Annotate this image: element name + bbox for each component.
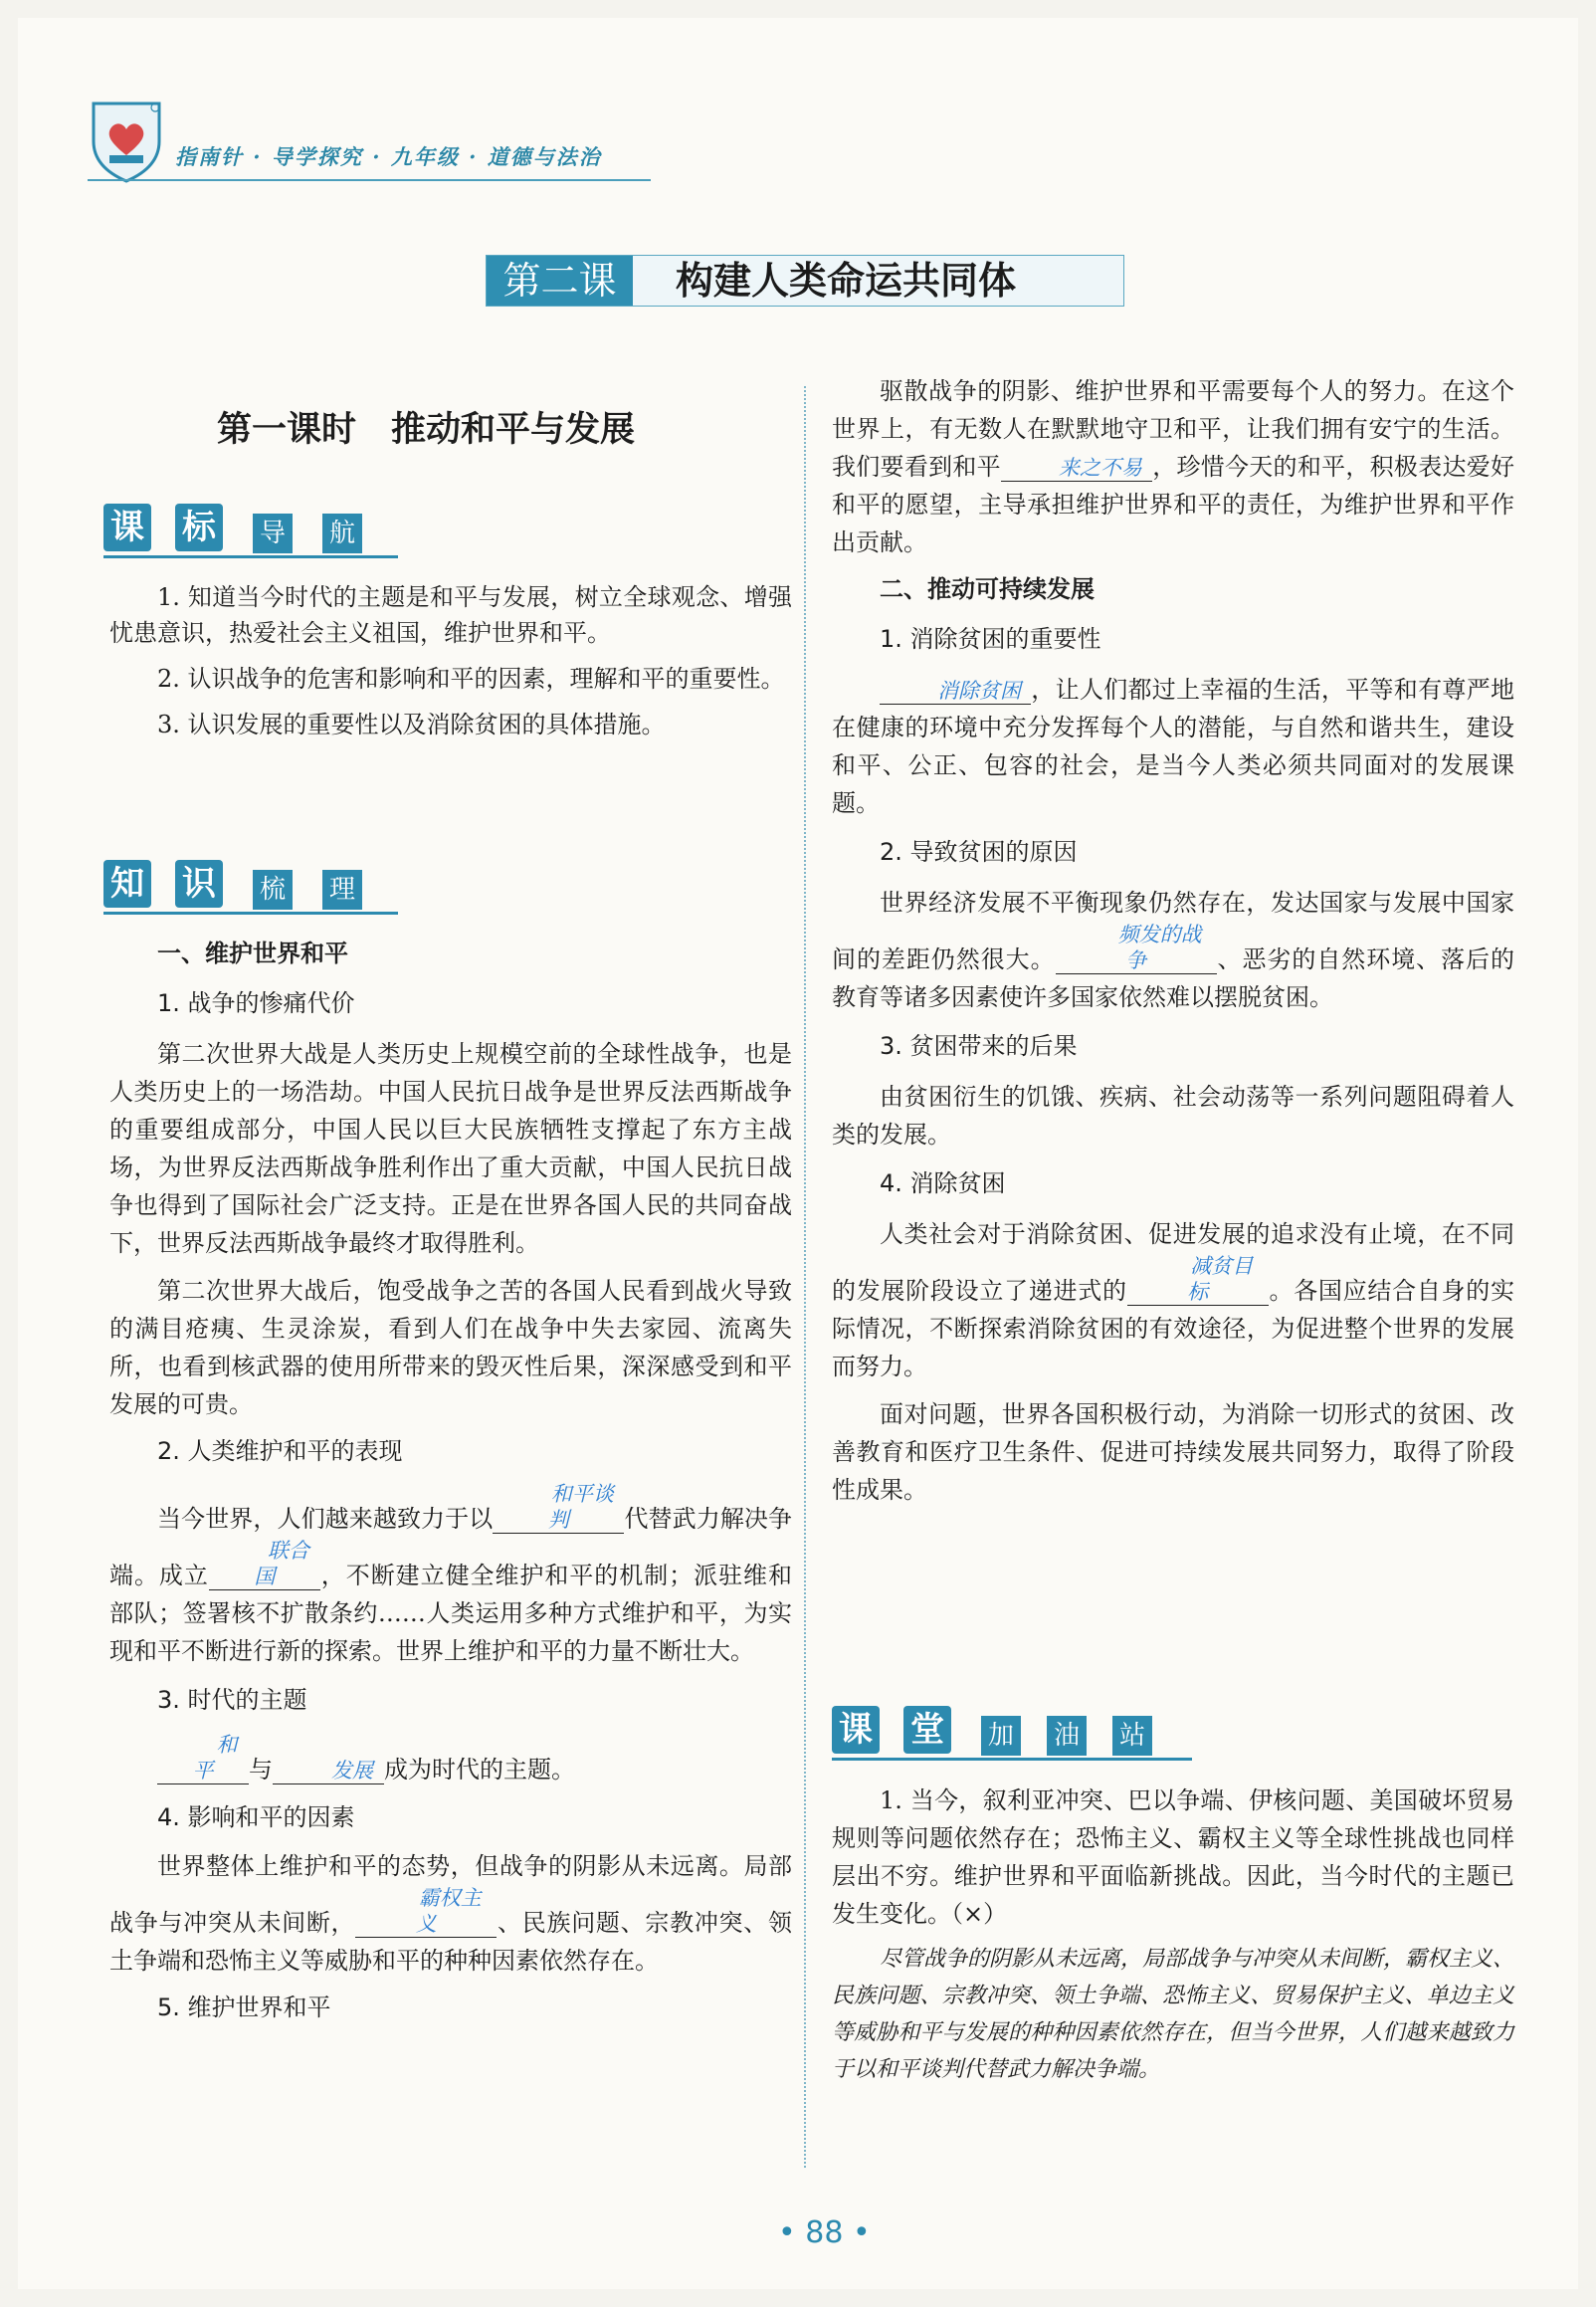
banner-char: 导 [253,514,293,553]
section-heading: 一、维护世界和平 [157,940,348,967]
item-heading: 4. 消除贫困 [880,1169,1006,1197]
objective-item: 1. 知道当今时代的主题是和平与发展，树立全球观念、增强忧患意识，热爱社会主义祖国，维护世界和平。 [109,583,792,647]
objective-item: 3. 认识发展的重要性以及消除贫困的具体措施。 [157,711,666,738]
paragraph: 面对问题，世界各国积极行动，为消除一切形式的贫困、改善教育和医疗卫生条件、促进可持续发展共同努力，取得了阶段性成果。 [832,1400,1514,1504]
paragraph: 第二次世界大战后，饱受战争之苦的各国人民看到战火导致的满目疮痍、生灵涂炭，看到人们在战争中失去家园、流离失所，也看到核武器的使用所带来的毁灭性后果，深深感受到和平发展的可贵。 [109,1277,792,1418]
fill-blank: 霸权主义 [355,1885,497,1938]
practice-body [832,1782,1514,2088]
banner-knowledge [103,854,398,918]
header-series-text: 指南针 · 导学探究 · 九年级 · 道德与法治 [175,144,602,169]
question-analysis: 尽管战争的阴影从未远离，局部战争与冲突从未间断，霸权主义、民族问题、宗教冲突、领土争端、恐怖主义、贸易保护主义、单边主义等威胁和平与发展的种种因素依然存在，但当今世界，人们越来越致力于以和平谈判代替武力解决争端。 [832,1947,1515,2082]
paragraph: 世界经济发展不平衡现象仍然存在，发达国家与发展中国家间的差距仍然很大。频发的战争 、恶劣的自然环境、落后的教育等诸多因素使许多国家依然难以摆脱贫困。 [832,889,1515,1011]
item-heading: 2. 导致贫困的原因 [880,838,1078,866]
paragraph: 世界整体上维护和平的态势，但战争的阴影从未远离。局部战争与冲突从未间断，霸权主义 、民族问题、宗教冲突、领土争端和恐怖主义等威胁和平的种种因素依然存在。 [109,1852,793,1975]
paragraph: 第二次世界大战是人类历史上规模空前的全球性战争，也是人类历史上的一场浩劫。中国人民抗日战争是世界反法西斯战争的重要组成部分，中国人民以巨大民族牺牲支撑起了东方主战场，为世界反法西斯战争胜利作出了重大贡献，中国人民抗日战争也得到了国际社会广泛支持。正是在世界各国人民的共同奋战下，世界反法西斯战争最终才取得胜利。 [109,1040,792,1257]
paragraph: 由贫困衍生的饥饿、疾病、社会动荡等一系列问题阻碍着人类的发展。 [832,1083,1514,1149]
banner-char: 梳 [253,870,293,910]
fill-blank: 消除贫困 [880,678,1031,705]
banner-objectives [103,498,398,561]
banner-char: 站 [1112,1716,1152,1756]
right-column-body [832,372,1514,1509]
shield-heart-logo [88,96,165,185]
objective-item: 2. 认识战争的危害和影响和平的因素，理解和平的重要性。 [157,665,785,693]
item-heading: 2. 人类维护和平的表现 [157,1437,403,1465]
banner-char: 知 [103,860,151,908]
fill-blank: 和平谈判 [493,1481,624,1534]
banner-char: 识 [175,860,223,908]
banner-practice [832,1700,1192,1764]
left-column-body [109,936,792,2025]
banner-char: 堂 [903,1706,951,1754]
banner-char: 油 [1047,1716,1087,1756]
paragraph: 和平 与 发展 成为时代的主题。 [109,1732,792,1787]
objectives-list [109,579,792,742]
banner-char: 加 [981,1716,1021,1756]
item-heading: 5. 维护世界和平 [157,1993,331,2021]
item-heading: 1. 战争的惨痛代价 [157,989,355,1017]
item-heading: 1. 消除贫困的重要性 [880,625,1101,653]
section-heading: 二、推动可持续发展 [880,575,1095,603]
banner-char: 课 [103,504,151,551]
period-subtitle: 第一课时 推动和平与发展 [217,410,636,450]
paragraph: 人类社会对于消除贫困、促进发展的追求没有止境，在不同的发展阶段设立了递进式的减贫目标 。各国应结合自身的实际情况，不断探索消除贫困的有效途径，为促进整个世界的发展而努力。 [832,1220,1515,1380]
question-item: 1. 当今，叙利亚冲突、巴以争端、伊核问题、美国破坏贸易规则等问题依然存在；恐怖主义、霸权主义等全球性挑战也同样层出不穷。维护世界和平面临新挑战。因此，当今时代的主题已发生变化。（×） [832,1786,1514,1928]
page-number: • 88 • [778,2215,871,2250]
header-rule [88,179,651,181]
lesson-title-box [486,255,1124,307]
item-heading: 4. 影响和平的因素 [157,1803,355,1831]
banner-char: 标 [175,504,223,551]
paragraph: 消除贫困 ，让人们都过上幸福的生活，平等和有尊严地在健康的环境中充分发挥每个人的潜能，与自然和谐共生，建设和平、公正、包容的社会，是当今人类必须共同面对的发展课题。 [832,676,1514,817]
lesson-number: 第二课 [487,256,633,306]
paragraph: 当今世界，人们越来越致力于以和平谈判 代替武力解决争端。成立联合国 ，不断建立健全维护和平的机制；派驻维和部队；签署核不扩散条约……人类运用多种方式维护和平，为实现和平不断进行新的探索。世界上维护和平的力量不断壮大。 [109,1482,793,1665]
banner-char: 理 [322,870,362,910]
banner-char: 航 [322,514,362,553]
fill-blank: 减贫目标 [1127,1253,1269,1306]
fill-blank: 来之不易 [1001,455,1152,482]
banner-char: 课 [832,1706,880,1754]
item-heading: 3. 贫困带来的后果 [880,1032,1078,1060]
fill-blank: 频发的战争 [1056,922,1217,974]
column-divider [804,386,806,2168]
paragraph: 驱散战争的阴影、维护世界和平需要每个人的努力。在这个世界上，有无数人在默默地守卫和平，让我们拥有安宁的生活。我们要看到和平 来之不易 ，珍惜今天的和平，积极表达爱好和平的愿望，主导承担维护世界和平的责任，为维护世界和平作出贡献。 [832,377,1515,556]
fill-blank: 发展 [273,1758,384,1784]
lesson-name: 构建人类命运共同体 [676,259,1017,303]
fill-blank: 联合国 [209,1538,320,1590]
fill-blank: 和平 [157,1732,249,1784]
item-heading: 3. 时代的主题 [157,1686,307,1714]
